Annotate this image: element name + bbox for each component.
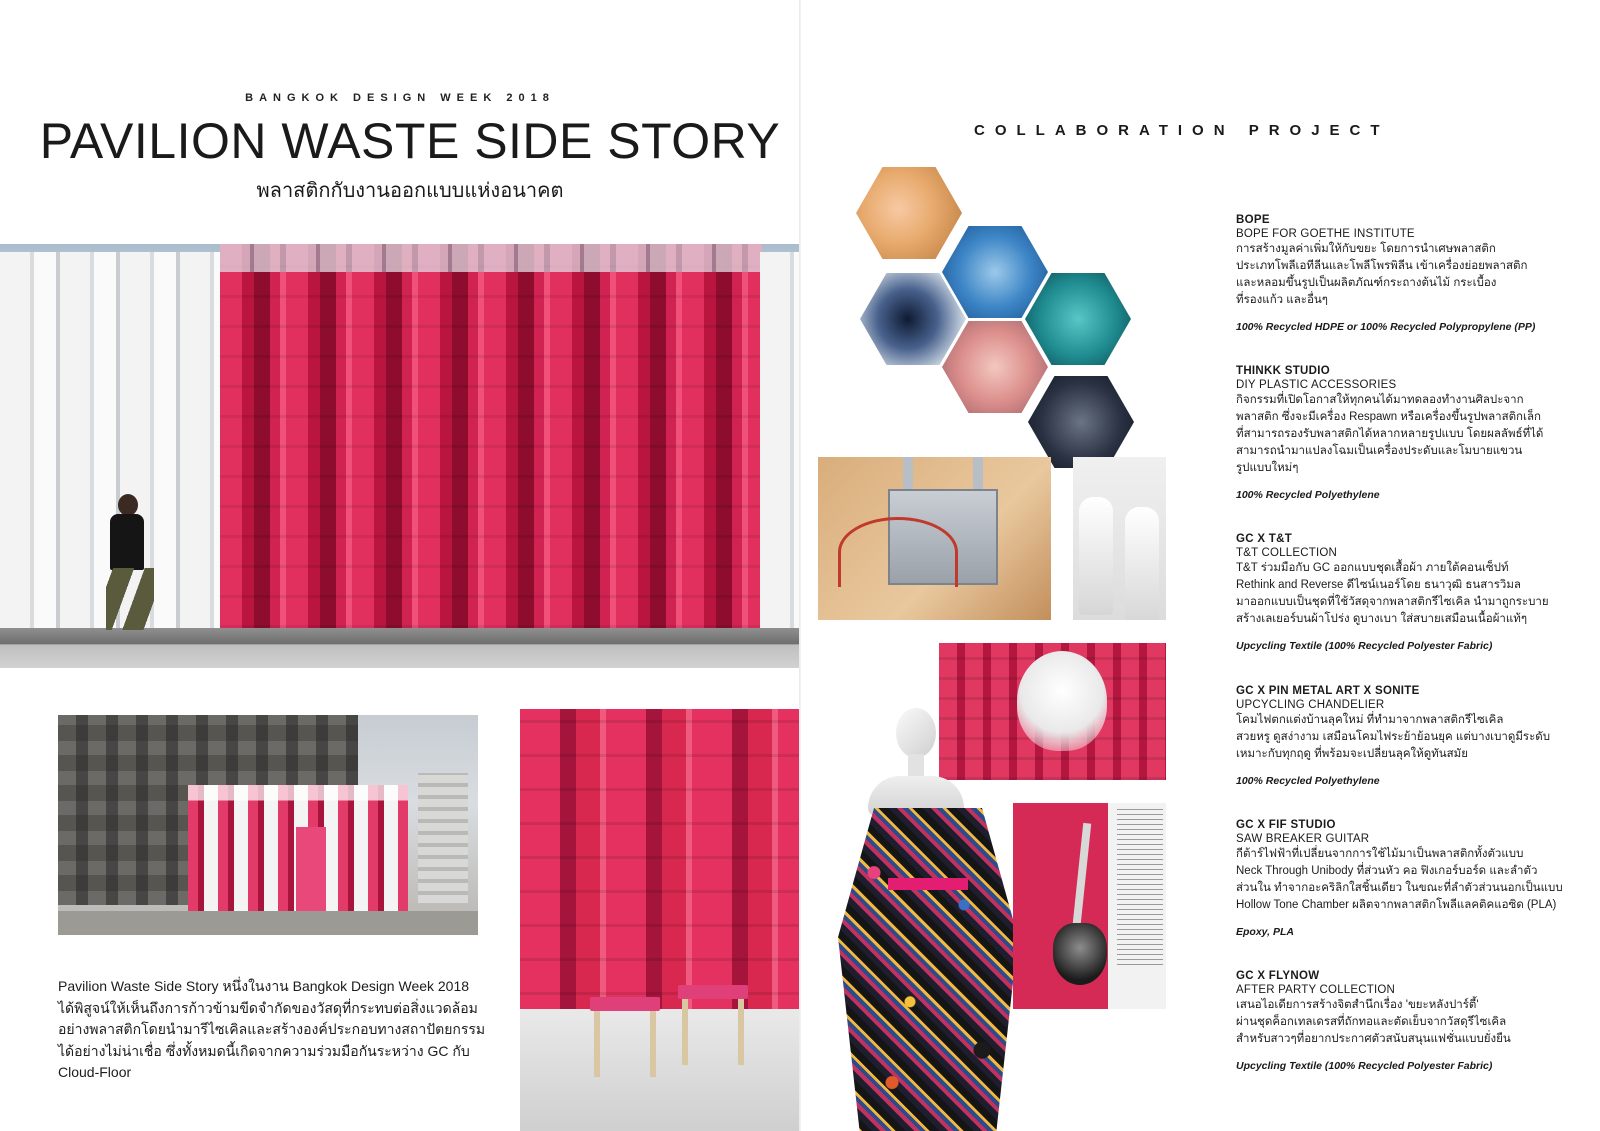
project-desc-line: รูปแบบใหม่ๆ: [1236, 462, 1299, 474]
project-desc-line: Rethink and Reverse ดีไซน์เนอร์โดย ธนาวุฒิ ธนสารวิมล: [1236, 579, 1521, 591]
caption-line: ได้อย่างไม่น่าเชื่อ ซึ่งทั้งหมดนี้เกิดจากความร่วมมือกันระหว่าง GC กับ: [58, 1042, 470, 1059]
project-desc-line: และหลอมขึ้นรูปเป็นผลิตภัณฑ์กระถางต้นไม้ กระเบื้อง: [1236, 277, 1497, 289]
hero-photo-pavilion: [0, 244, 800, 668]
hexagon-tile-teal: [1025, 273, 1131, 365]
project-entry: [1236, 818, 1596, 938]
caption-line: อย่างพลาสติกโดยนำมารีไซเคิลและสร้างองค์ประกอบทางสถาปัตยกรรม: [58, 1021, 486, 1037]
project-entry: [1236, 532, 1596, 652]
page-kicker: BANGKOK DESIGN WEEK 2018: [245, 92, 555, 104]
project-subtitle: SAW BREAKER GUITAR: [1236, 833, 1370, 845]
project-desc-line: เหมาะกับทุกฤดู ที่พร้อมจะเปลี่ยนลุคให้ดูทันสมัย: [1236, 748, 1468, 760]
page-gutter: [799, 0, 801, 1131]
red-plastic-fins: [220, 244, 762, 628]
project-material: Upcycling Textile (100% Recycled Polyester Fabric): [1236, 640, 1493, 652]
project-desc-line: เสนอไอเดียการสร้างจิตสำนึกเรื่อง 'ขยะหลังปาร์ตี้': [1236, 999, 1479, 1011]
project-name: BOPE: [1236, 214, 1270, 226]
section-title: COLLABORATION PROJECT: [974, 122, 1390, 139]
project-name: GC X FIF STUDIO: [1236, 819, 1336, 831]
project-subtitle: DIY PLASTIC ACCESSORIES: [1236, 379, 1397, 391]
project-name: THINKK STUDIO: [1236, 365, 1330, 377]
printed-dress: [838, 808, 1018, 1131]
project-entry: [1236, 213, 1596, 333]
project-desc-line: สร้างเลเยอร์บนผ้าโปร่ง ดูบางเบา ใส่สบายเสมือนเนื้อผ้าแท้ๆ: [1236, 613, 1528, 625]
info-card: [1117, 809, 1163, 969]
street-ground: [58, 911, 478, 935]
hexagon-tile-dark: [1028, 376, 1134, 468]
tower-building: [418, 773, 468, 903]
hexagon-tile-pink: [942, 321, 1048, 413]
project-desc-line: ที่สามารถรองรับพลาสติกได้หลากหลายรูปแบบ โดยผลลัพธ์ที่ได้: [1236, 428, 1544, 440]
photo-pink-stools: [520, 709, 800, 1131]
project-desc-line: ที่รองแก้ว และอื่นๆ: [1236, 294, 1328, 306]
project-subtitle: AFTER PARTY COLLECTION: [1236, 984, 1396, 996]
project-desc-line: สำหรับสาวๆที่อยากประกาศตัวสนับสนุนแฟชั่นแบบยั่งยืน: [1236, 1033, 1511, 1045]
project-subtitle: T&T COLLECTION: [1236, 547, 1337, 559]
hexagon-tile-blue: [942, 226, 1048, 318]
guitar-icon: [1053, 923, 1107, 985]
project-desc-line: การสร้างมูลค่าเพิ่มให้กับขยะ โดยการนำเศษพลาสติก: [1236, 243, 1496, 255]
project-material: Epoxy, PLA: [1236, 926, 1294, 938]
chair: [678, 985, 748, 1065]
project-desc-line: สามารถนำมาแปลงโฉมเป็นเครื่องประดับและโมบายแขวน: [1236, 445, 1523, 457]
photo-white-dresses: [1073, 457, 1166, 620]
photo-respawn-machine: [818, 457, 1051, 620]
project-name: GC X T&T: [1236, 533, 1293, 545]
project-entry: [1236, 969, 1596, 1072]
project-material: 100% Recycled HDPE or 100% Recycled Polypropylene (PP): [1236, 321, 1536, 333]
photo-mannequin-dress: [838, 700, 1018, 1131]
project-desc-line: พลาสติก ซึ่งจะมีเครื่อง Respawn หรือเครื่องขึ้นรูปพลาสติกเล็ก: [1236, 411, 1541, 423]
project-entry: [1236, 684, 1596, 787]
chandelier: [1017, 651, 1107, 751]
project-subtitle: BOPE FOR GOETHE INSTITUTE: [1236, 228, 1415, 240]
caption-line: ได้พิสูจน์ให้เห็นถึงการก้าวข้ามขีดจำกัดของวัสดุที่กระทบต่อสิ่งแวดล้อม: [58, 999, 478, 1016]
pink-banner: [296, 827, 326, 915]
project-desc-line: Hollow Tone Chamber ผลิตจากพลาสติกโพลีแลคติคแอซิด (PLA): [1236, 899, 1557, 911]
stool: [590, 997, 660, 1077]
thai-subtitle: พลาสติกกับงานออกแบบแห่งอนาคต: [256, 180, 564, 202]
project-material: Upcycling Textile (100% Recycled Polyester Fabric): [1236, 1060, 1493, 1072]
project-desc-line: กีต้าร์ไฟฟ้าที่เปลี่ยนจากการใช้ไม้มาเป็นพลาสติกทั้งตัวแบบ: [1236, 848, 1524, 860]
walking-person: [100, 494, 160, 630]
red-cable: [838, 517, 958, 587]
project-name: GC X FLYNOW: [1236, 970, 1320, 982]
project-desc-line: กิจกรรมที่เปิดโอกาสให้ทุกคนได้มาทดลองทำงานศิลปะจาก: [1236, 394, 1524, 406]
photo-guitar: [1013, 803, 1166, 1009]
page-title: PAVILION WASTE SIDE STORY: [39, 113, 781, 169]
concrete-ledge: [0, 628, 800, 668]
project-subtitle: UPCYCLING CHANDELIER: [1236, 699, 1385, 711]
project-desc-line: สวยหรู ดูสง่างาม เสมือนโคมไฟระย้าย้อนยุค แต่บางเบาดูมีระดับ: [1236, 731, 1551, 743]
project-desc-line: โคมไฟตกแต่งบ้านลุคใหม่ ที่ทำมาจากพลาสติกรีไซเคิล: [1236, 714, 1504, 726]
project-material: 100% Recycled Polyethylene: [1236, 775, 1380, 787]
project-desc-line: มาออกแบบเป็นชุดที่ใช้วัสดุจากพลาสติกรีไซเคิล นำมาถูกระบาย: [1236, 596, 1549, 608]
project-desc-line: ประเภทโพลีเอทีลีนและโพลีโพรพิลีน เข้าเครื่องย่อยพลาสติก: [1236, 260, 1528, 272]
project-entry: [1236, 364, 1596, 501]
project-name: GC X PIN METAL ART X SONITE: [1236, 685, 1420, 697]
hexagon-tile-orange: [856, 167, 962, 259]
caption-line: Cloud-Floor: [58, 1064, 132, 1080]
project-desc-line: T&T ร่วมมือกับ GC ออกแบบชุดเสื้อผ้า ภายใต้คอนเซ็ปท์: [1236, 562, 1509, 574]
pink-belt: [888, 878, 968, 890]
project-desc-line: ผ่านชุดค็อกเทลเดรสที่ถักทอและตัดเย็บจากวัสดุรีไซเคิล: [1236, 1016, 1507, 1028]
white-translucent-panels-right: [760, 252, 800, 628]
project-material: 100% Recycled Polyethylene: [1236, 489, 1380, 501]
caption-line: Pavilion Waste Side Story หนึ่งในงาน Bangkok Design Week 2018: [58, 978, 470, 994]
project-desc-line: ส่วนใน ทำจากอะคริลิกใสชิ้นเดียว ในขณะที่ลำตัวส่วนนอกเป็นแบบ: [1236, 882, 1563, 894]
photo-pavilion-street-view: [58, 715, 478, 935]
floor: [520, 1009, 800, 1131]
caption-text: [58, 976, 488, 1084]
project-desc-line: Neck Through Unibody ที่ส่วนหัว คอ ฟิงเกอร์บอร์ด และลำตัว: [1236, 865, 1538, 877]
hexagon-tile-navy-white: [860, 273, 966, 365]
